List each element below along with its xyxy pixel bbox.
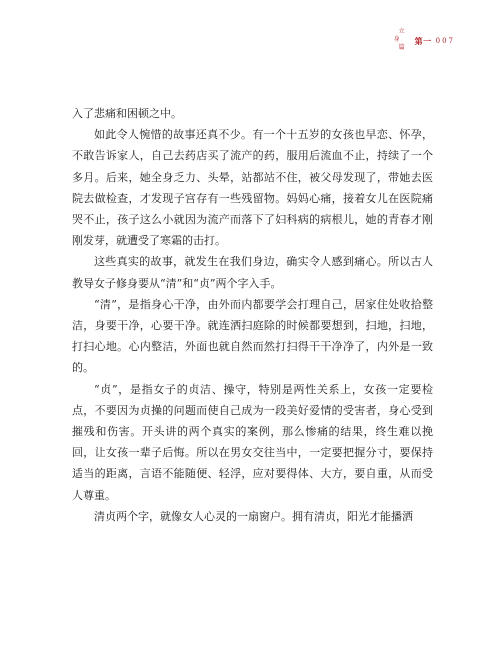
paragraph: 如此令人惋惜的故事还真不少。有一个十五岁的女孩也早恋、怀孕，不敢告诉家人，自己去药店买了流产的药，服用后流血不止，持续了一个多月。后来，她全身乏力、头晕，站都站不住，被父母发现了，带她去医院去做检查，才发现子宫存有一些残留物。妈妈心痛，接着女儿在医院痛哭不止，孩子这么小就因为流产而落下了妇科病的病根儿，她的青春才刚刚发芽，就遭受了寒霜的击打。	[72, 128, 433, 248]
running-header	[393, 28, 455, 54]
body-text	[72, 103, 433, 527]
paragraph: 这些真实的故事，就发生在我们身边，确实令人感到痛心。所以古人教导女子修身要从“清”和“贞”两个字入手。	[72, 255, 433, 290]
section-mark-char: 身	[393, 36, 400, 43]
section-mark-char: 立	[398, 28, 405, 35]
page-number: 007	[435, 37, 455, 45]
section-mark-char: 篇	[398, 44, 405, 51]
paragraph: 入了悲痛和困顿之中。	[72, 107, 182, 120]
chapter-label: 第一	[414, 35, 432, 46]
paragraph: 清贞两个字，就像女人心灵的一扇窗户。拥有清贞，阳光才能播洒	[94, 509, 413, 523]
paragraph: “贞”，是指女子的贞洁、操守，特别是两性关系上，女孩一定要检点，不要因为贞操的问题而使自己成为一段美好爱情的受害者，身心受到摧残和伤害。开头讲的两个真实的案例，那么惨痛的结果，终生难以挽回，让女孩一辈子后悔。所以在男女交往当中，一定要把握分寸，要保持适当的距离，言语不能随便、轻浮，应对要得体、大方，要自重，从而受人尊重。	[72, 382, 433, 502]
paragraph: “清”，是指身心干净，由外而内都要学会打理自己，居家住处收拾整洁，身要干净，心要干净。就连洒扫庭除的时候都要想到，扫地，扫地，打扫心地。心内整洁，外面也就自然而然打扫得干干净净了，内外是一致的。	[72, 297, 433, 375]
section-mark	[393, 28, 411, 54]
